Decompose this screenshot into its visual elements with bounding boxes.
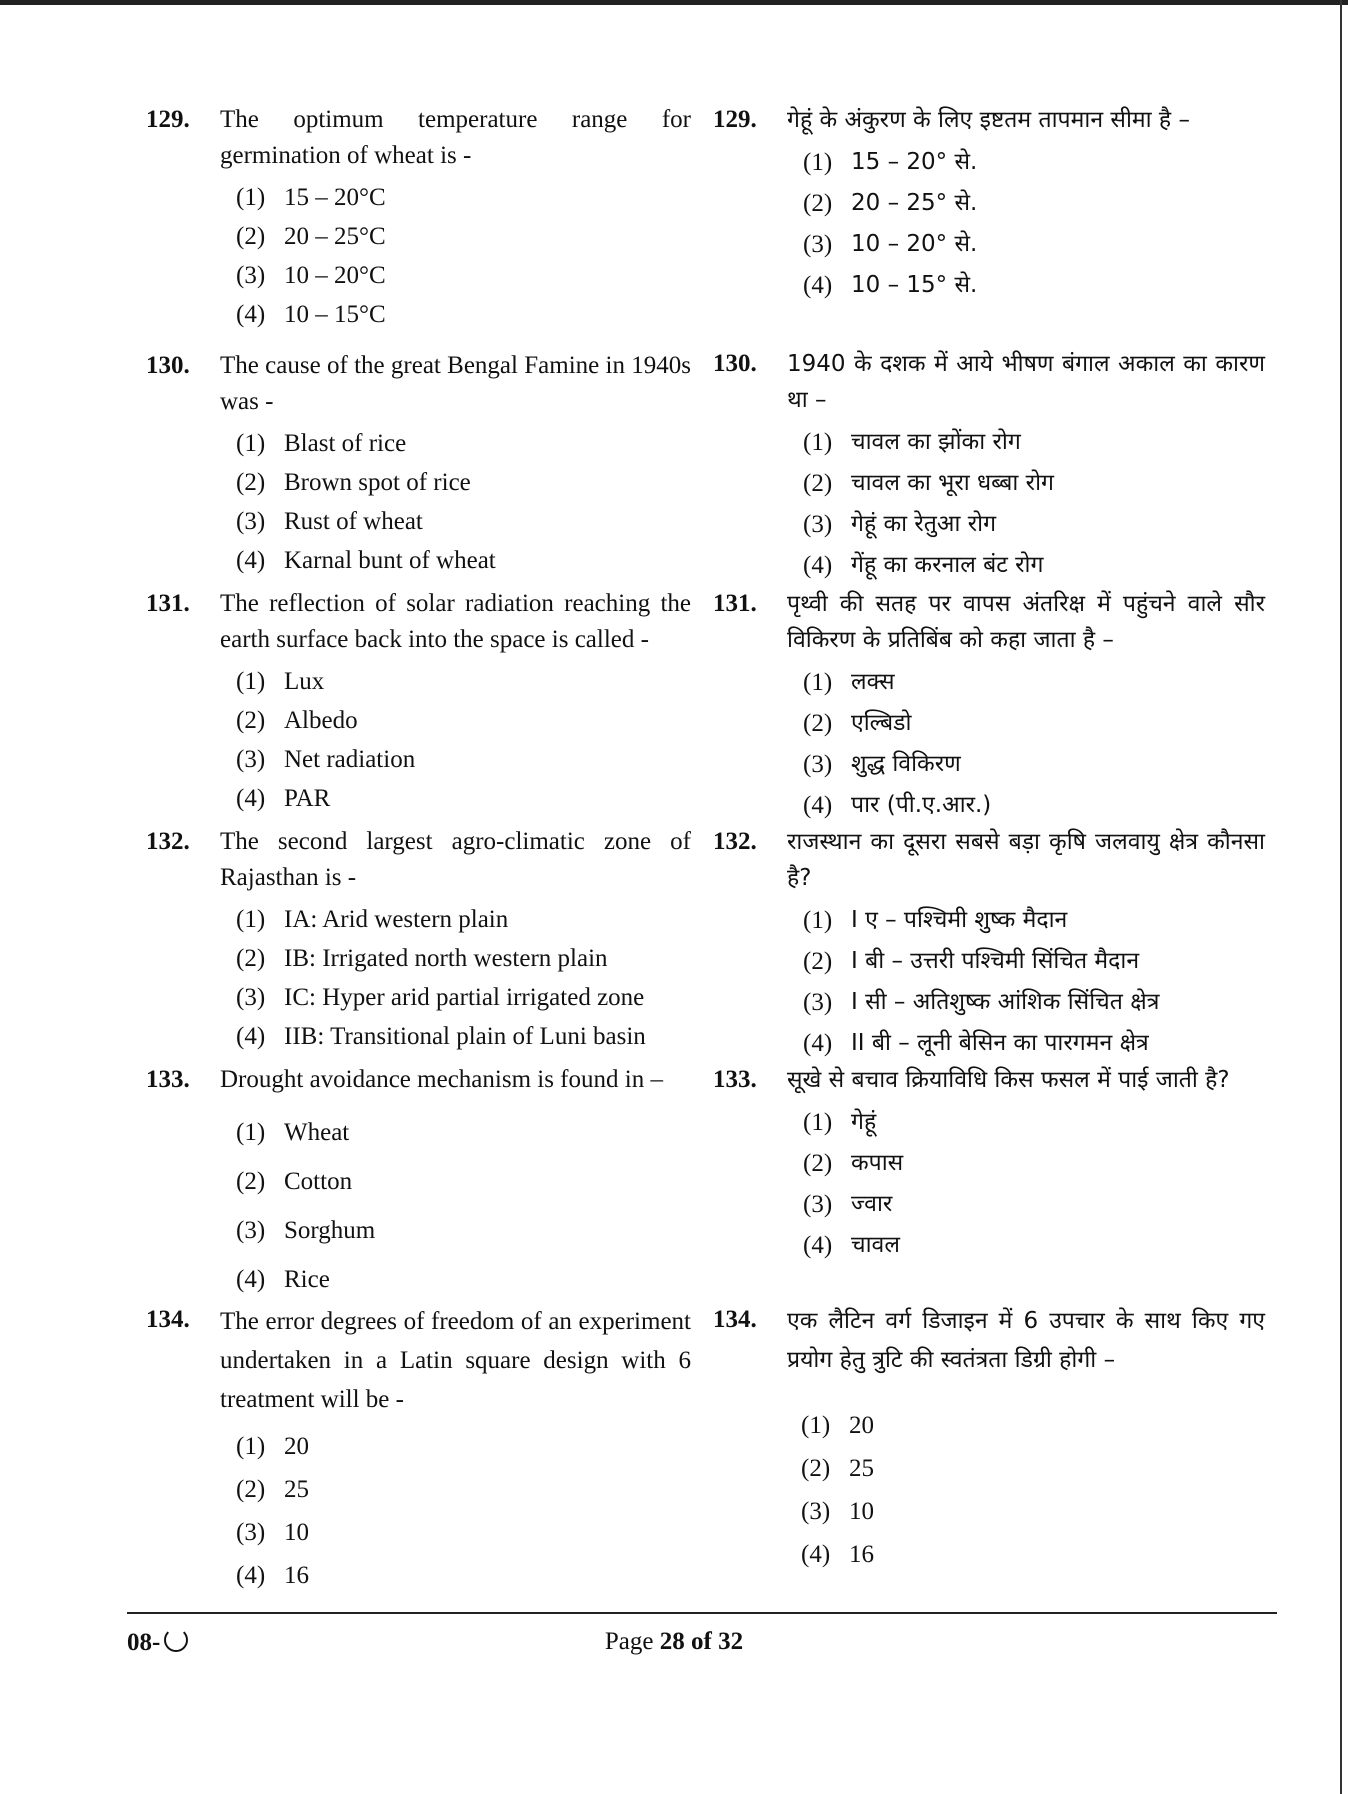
option [236, 740, 691, 779]
option [801, 1404, 1265, 1447]
option-number: (3) [803, 751, 833, 778]
option-number: (2) [803, 710, 833, 737]
option-text: IB: Irrigated north western plain [284, 945, 608, 972]
options-list [803, 900, 1265, 1064]
option-number: (4) [803, 272, 833, 299]
options-list [236, 900, 691, 1056]
option-text: 20 – 25° से. [851, 190, 978, 216]
option [803, 982, 1265, 1023]
question-stem: The optimum temperature range for germination of wheat is - [220, 106, 691, 169]
option-number: (2) [236, 1476, 266, 1503]
option [803, 900, 1265, 941]
option [236, 779, 691, 818]
option-text: ज्वार [851, 1191, 893, 1217]
option-number: (3) [803, 511, 833, 538]
option [803, 785, 1265, 826]
option-text: IA: Arid western plain [284, 906, 509, 933]
option-text: IC: Hyper arid partial irrigated zone [284, 984, 645, 1011]
option-text: Net radiation [284, 746, 416, 773]
question-number: 132. [713, 828, 757, 855]
option [803, 545, 1265, 586]
paper-code-text: 08- [127, 1629, 161, 1656]
page-of: of [691, 1628, 712, 1655]
question-number: 134. [713, 1306, 757, 1333]
option [803, 265, 1265, 306]
option [236, 900, 691, 939]
option [801, 1490, 1265, 1533]
option [803, 662, 1265, 703]
option-number: (4) [236, 547, 266, 574]
option [236, 217, 691, 256]
option-number: (3) [236, 1519, 266, 1546]
option [236, 939, 691, 978]
option [236, 1108, 691, 1157]
option-number: (3) [801, 1498, 831, 1525]
option [803, 183, 1265, 224]
question-stem: The reflection of solar radiation reaching the earth surface back into the space is called - [220, 590, 691, 653]
option [236, 1157, 691, 1206]
option-number: (1) [803, 1109, 833, 1136]
option-text: 10 – 20° से. [851, 231, 978, 257]
option-text: 16 [849, 1541, 874, 1568]
option-number: (3) [236, 746, 266, 773]
option [236, 424, 691, 463]
option-number: (4) [803, 792, 833, 819]
question-number: 133. [146, 1066, 190, 1093]
question-number: 131. [713, 590, 757, 617]
option-number: (1) [803, 149, 833, 176]
question-number: 132. [146, 828, 190, 855]
option-number: (2) [236, 707, 266, 734]
option [236, 1511, 691, 1554]
option [801, 1533, 1265, 1576]
question-stem: The error degrees of freedom of an experiment undertaken in a Latin square design with 6 treatment will be - [220, 1308, 691, 1413]
option-number: (4) [236, 301, 266, 328]
option-text: Sorghum [284, 1217, 376, 1244]
option-text: 15 – 20°C [284, 184, 386, 211]
page-total: 32 [718, 1628, 744, 1655]
question-131-en [146, 586, 691, 818]
option [803, 422, 1265, 463]
question-132-hi [713, 824, 1265, 1064]
option [803, 224, 1265, 265]
option-text: II बी – लूनी बेसिन का पारगमन क्षेत्र [851, 1030, 1149, 1056]
page-current: 28 [659, 1628, 685, 1655]
question-132-en [146, 824, 691, 1056]
option-number: (4) [236, 1562, 266, 1589]
question-number: 130. [713, 350, 757, 377]
question-129-en [146, 102, 691, 334]
question-stem: Drought avoidance mechanism is found in – [220, 1066, 663, 1093]
option-text: 10 [849, 1498, 874, 1525]
option [236, 541, 691, 580]
option-number: (2) [801, 1455, 831, 1482]
options-list [803, 422, 1265, 586]
option-text: I सी – अतिशुष्क आंशिक सिंचित क्षेत्र [851, 989, 1160, 1015]
option-text: I ए – पश्चिमी शुष्क मैदान [851, 907, 1068, 933]
option [236, 1468, 691, 1511]
option-text: Lux [284, 668, 325, 695]
option [236, 256, 691, 295]
options-list [801, 1404, 1265, 1576]
question-number: 133. [713, 1066, 757, 1093]
option-text: 10 – 15° से. [851, 272, 978, 298]
option [236, 295, 691, 334]
question-133-en [146, 1062, 691, 1304]
option-text: 25 [849, 1455, 874, 1482]
option-number: (1) [236, 668, 266, 695]
question-number: 134. [146, 1306, 190, 1333]
option [803, 1184, 1265, 1225]
option-number: (2) [803, 190, 833, 217]
option-number: (1) [236, 1433, 266, 1460]
option [803, 1023, 1265, 1064]
option-number: (1) [236, 906, 266, 933]
option-number: (3) [236, 984, 266, 1011]
option-text: Wheat [284, 1119, 350, 1146]
option [803, 941, 1265, 982]
question-stem: राजस्थान का दूसरा सबसे बड़ा कृषि जलवायु क्षेत्र कौनसा है? [787, 829, 1265, 891]
option [236, 662, 691, 701]
option-text: 10 – 15°C [284, 301, 386, 328]
option-text: पार (पी.ए.आर.) [851, 792, 992, 818]
option-number: (3) [236, 508, 266, 535]
question-stem: गेहूं के अंकुरण के लिए इष्टतम तापमान सीमा है – [787, 107, 1190, 133]
option-number: (1) [803, 429, 833, 456]
option [236, 1017, 691, 1056]
option [236, 502, 691, 541]
option-text: शुद्ध विकिरण [851, 751, 961, 777]
option [803, 1102, 1265, 1143]
option-number: (4) [803, 552, 833, 579]
option-number: (2) [236, 945, 266, 972]
option [236, 1206, 691, 1255]
question-130-hi [713, 346, 1265, 586]
option-text: 20 – 25°C [284, 223, 386, 250]
option-text: Cotton [284, 1168, 353, 1195]
option-text: चावल [851, 1232, 900, 1258]
option-number: (1) [801, 1412, 831, 1439]
option-number: (3) [236, 1217, 266, 1244]
option [801, 1447, 1265, 1490]
question-134-en [146, 1302, 691, 1597]
footer-divider [127, 1612, 1277, 1614]
option [803, 463, 1265, 504]
option-text: 20 [849, 1412, 874, 1439]
option-text: Brown spot of rice [284, 469, 471, 496]
option-text: 16 [284, 1562, 309, 1589]
options-list [803, 142, 1265, 306]
option-number: (1) [803, 907, 833, 934]
option [236, 178, 691, 217]
option-number: (4) [236, 785, 266, 812]
option-text: Karnal bunt of wheat [284, 547, 496, 574]
option [236, 1255, 691, 1304]
option-number: (4) [803, 1030, 833, 1057]
option-text: 10 [284, 1519, 309, 1546]
option [236, 978, 691, 1017]
option-number: (4) [801, 1541, 831, 1568]
question-number: 131. [146, 590, 190, 617]
options-list [236, 1425, 691, 1597]
option [803, 744, 1265, 785]
option [236, 701, 691, 740]
right-border [1340, 0, 1342, 1794]
option-text: Rice [284, 1266, 330, 1293]
option-text: 20 [284, 1433, 309, 1460]
option-number: (1) [236, 1119, 266, 1146]
question-stem: 1940 के दशक में आये भीषण बंगाल अकाल का कारण था – [787, 351, 1265, 413]
option-number: (4) [236, 1266, 266, 1293]
option-text: गेहूं का रेतुआ रोग [851, 511, 997, 537]
option-text: लक्स [851, 669, 895, 695]
option-number: (1) [236, 184, 266, 211]
question-number: 130. [146, 352, 190, 379]
option-number: (3) [803, 989, 833, 1016]
option-text: IIB: Transitional plain of Luni basin [284, 1023, 646, 1050]
question-stem: The cause of the great Bengal Famine in 1940s was - [220, 352, 691, 415]
question-stem: The second largest agro-climatic zone of Rajasthan is - [220, 828, 691, 891]
options-list [236, 424, 691, 580]
option-text: कपास [851, 1150, 904, 1176]
question-stem: पृथ्वी की सतह पर वापस अंतरिक्ष में पहुंचने वाले सौर विकिरण के प्रतिबिंब को कहा जाता है – [787, 591, 1265, 653]
question-number: 129. [146, 106, 190, 133]
option [803, 1225, 1265, 1266]
question-129-hi [713, 102, 1265, 306]
question-number: 129. [713, 106, 757, 133]
option-number: (4) [803, 1232, 833, 1259]
option-number: (1) [803, 669, 833, 696]
option [236, 1425, 691, 1468]
option [236, 463, 691, 502]
top-border [0, 0, 1348, 5]
option-text: एल्बिडो [851, 710, 912, 736]
option-text: चावल का भूरा धब्बा रोग [851, 470, 1054, 496]
question-130-en [146, 348, 691, 580]
option [803, 703, 1265, 744]
option-number: (4) [236, 1023, 266, 1050]
option-text: 25 [284, 1476, 309, 1503]
option-text: 10 – 20°C [284, 262, 386, 289]
option-text: PAR [284, 785, 331, 812]
options-list [236, 662, 691, 818]
question-stem: सूखे से बचाव क्रियाविधि किस फसल में पाई जाती है? [787, 1067, 1230, 1093]
option [803, 142, 1265, 183]
options-list [236, 1108, 691, 1304]
option-number: (3) [236, 262, 266, 289]
option-text: चावल का झोंका रोग [851, 429, 1021, 455]
options-list [803, 1102, 1265, 1266]
question-131-hi [713, 586, 1265, 826]
options-list [803, 662, 1265, 826]
option-text: Albedo [284, 707, 358, 734]
option-text: I बी – उत्तरी पश्चिमी सिंचित मैदान [851, 948, 1140, 974]
option-number: (3) [803, 231, 833, 258]
option-text: गेंहू का करनाल बंट रोग [851, 552, 1044, 578]
option-text: गेहूं [851, 1109, 877, 1135]
option-number: (2) [236, 1168, 266, 1195]
option [803, 1143, 1265, 1184]
option [236, 1554, 691, 1597]
option-number: (2) [803, 1150, 833, 1177]
option-number: (2) [236, 469, 266, 496]
option-number: (1) [236, 430, 266, 457]
options-list [236, 178, 691, 334]
option-number: (2) [236, 223, 266, 250]
page-prefix: Page [604, 1628, 654, 1655]
question-134-hi [713, 1302, 1265, 1576]
option-text: Rust of wheat [284, 508, 423, 535]
option-text: 15 – 20° से. [851, 149, 978, 175]
question-133-hi [713, 1062, 1265, 1266]
option-number: (2) [803, 470, 833, 497]
option [803, 504, 1265, 545]
page-number [0, 1628, 1348, 1656]
option-number: (3) [803, 1191, 833, 1218]
option-text: Blast of rice [284, 430, 407, 457]
question-stem: एक लैटिन वर्ग डिजाइन में 6 उपचार के साथ किए गए प्रयोग हेतु त्रुटि की स्वतंत्रता डिग्री होगी – [787, 1308, 1265, 1373]
option-number: (2) [803, 948, 833, 975]
